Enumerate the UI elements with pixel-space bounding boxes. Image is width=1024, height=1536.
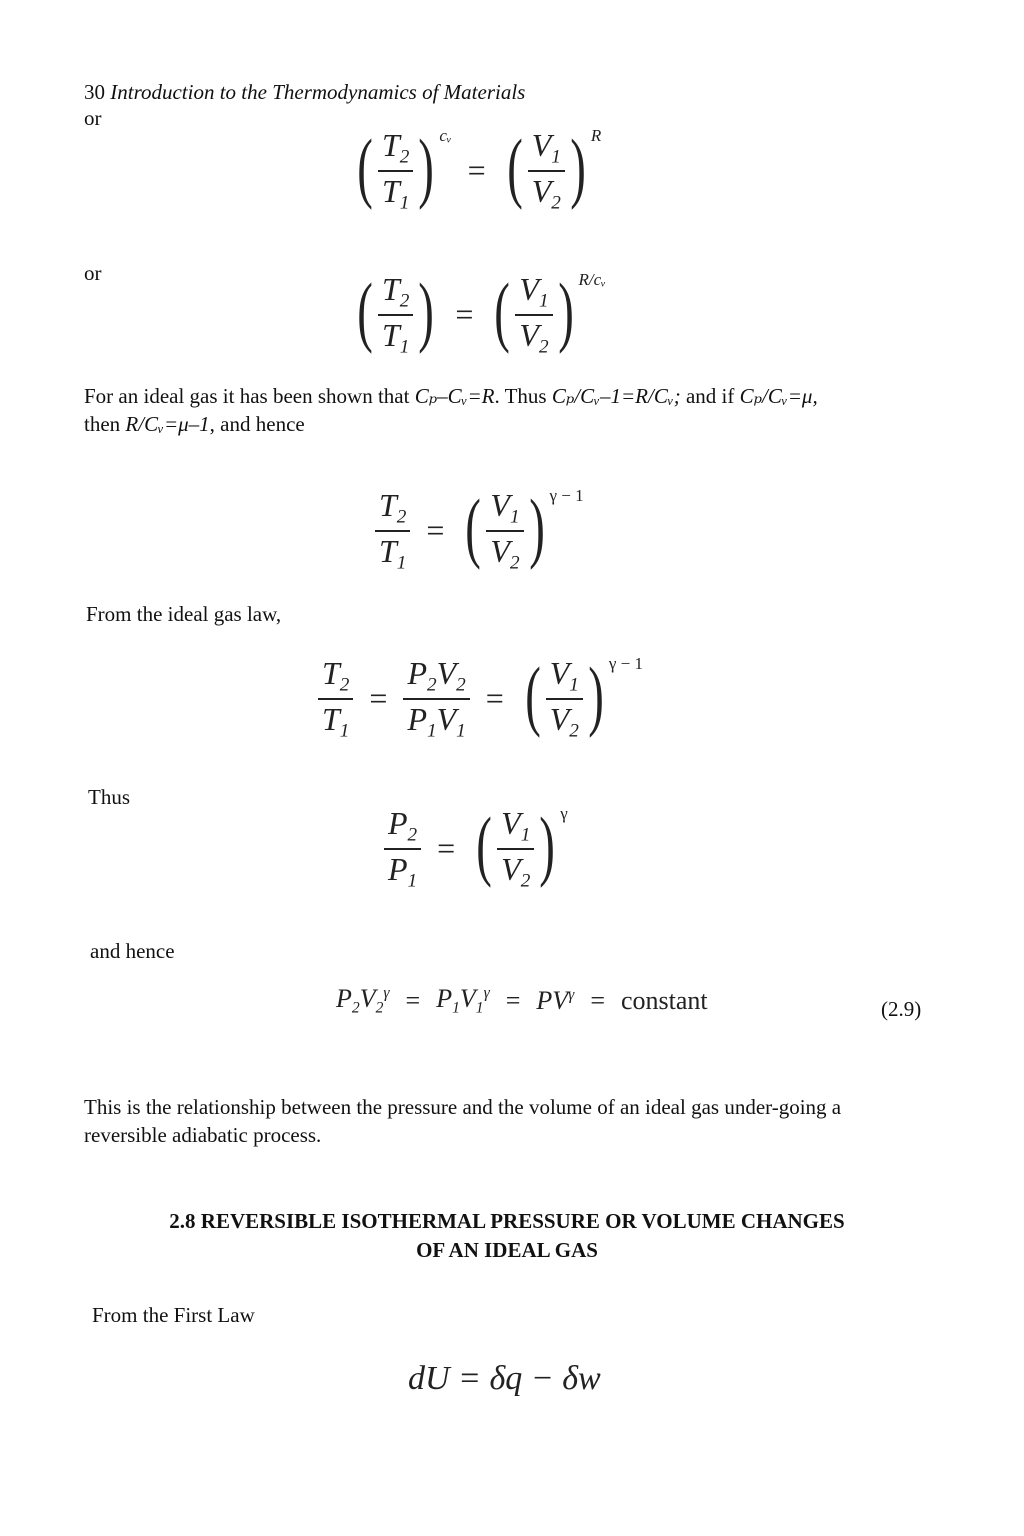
connector-and-hence: and hence	[90, 939, 175, 963]
connector-thus: Thus	[88, 785, 130, 809]
exponent-gamma-minus-one-a: γ − 1	[549, 486, 584, 505]
section-heading-line-2: OF AN IDEAL GAS	[416, 1238, 598, 1263]
equation-2-9: $P_2V_2^\gamma$ = $P_1V_1^\gamma$ = $PV^\gamma$ = constant	[336, 984, 708, 1017]
para1-rcv: R/Cᵥ=μ–1	[125, 412, 210, 437]
para1-cp-cv-r: Cₚ–Cᵥ=R	[414, 384, 495, 408]
equation-pressure-volume-ratio: $\frac{P_2}{P_1}$ = ( $\frac{V_1}{V_2}$ ) γ	[384, 806, 568, 892]
exponent-r: R	[590, 126, 602, 145]
para1-text-c: and if	[680, 384, 740, 408]
para1-text-a: For an ideal gas it has been shown that	[84, 384, 415, 408]
exponent-r-over-cv: R/cᵥ	[578, 270, 606, 289]
para1-text-d: then	[84, 412, 126, 437]
page-number: 30	[84, 80, 105, 104]
equation-temperature-volume-1: ( $\frac{T_2}{T_1}$ ) cᵥ = ( $\frac{V_1}{V_2}$ ) R	[357, 122, 602, 214]
paragraph-relationship: This is the relationship between the pressure and the volume of an ideal gas under-going a reversible adiabatic process.	[84, 1095, 842, 1148]
book-title: Introduction to the Thermodynamics of Materials	[110, 80, 526, 104]
page-header	[84, 78, 525, 106]
connector-from-ideal-gas-law: From the ideal gas law,	[86, 602, 282, 626]
section-heading	[84, 1207, 930, 1266]
para1-text-b: . Thus	[494, 384, 552, 408]
exponent-cv: cᵥ	[439, 126, 452, 145]
para1-mu-def: Cₚ/Cᵥ=μ,	[739, 384, 818, 408]
exponent-gamma: γ	[560, 804, 568, 823]
equation-number: (2.9)	[881, 997, 922, 1021]
equation-first-law: dU = δq − δw	[408, 1360, 601, 1397]
connector-or-1: or	[84, 106, 102, 130]
equation-gamma-minus-one: $\frac{T_2}{T_1}$ = ( $\frac{V_1}{V_2}$ ) γ − 1	[375, 488, 584, 574]
para1-text-e: , and hence	[209, 412, 305, 437]
section-heading-line-1: 2.8 REVERSIBLE ISOTHERMAL PRESSURE OR VOLUME CHANGES	[169, 1209, 845, 1233]
exponent-gamma-minus-one-b: γ − 1	[608, 654, 643, 673]
equation-temperature-volume-2: ( $\frac{T_2}{T_1}$ ) = ( $\frac{V_1}{V_2}$ ) R/cᵥ	[357, 266, 606, 358]
paragraph-ideal-gas	[84, 382, 944, 439]
para1-ratio: Cₚ/Cᵥ–1=R/Cᵥ;	[551, 384, 681, 408]
constant-text: constant	[621, 985, 708, 1015]
connector-or-2: or	[84, 261, 102, 285]
connector-from-first-law: From the First Law	[92, 1303, 255, 1327]
equation-ideal-gas-law-ratio: $\frac{T_2}{T_1}$ = $\frac{P_2V_2}{P_1V_1}$ = ( $\frac{V_1}{V_2}$ ) γ − 1	[318, 656, 643, 742]
